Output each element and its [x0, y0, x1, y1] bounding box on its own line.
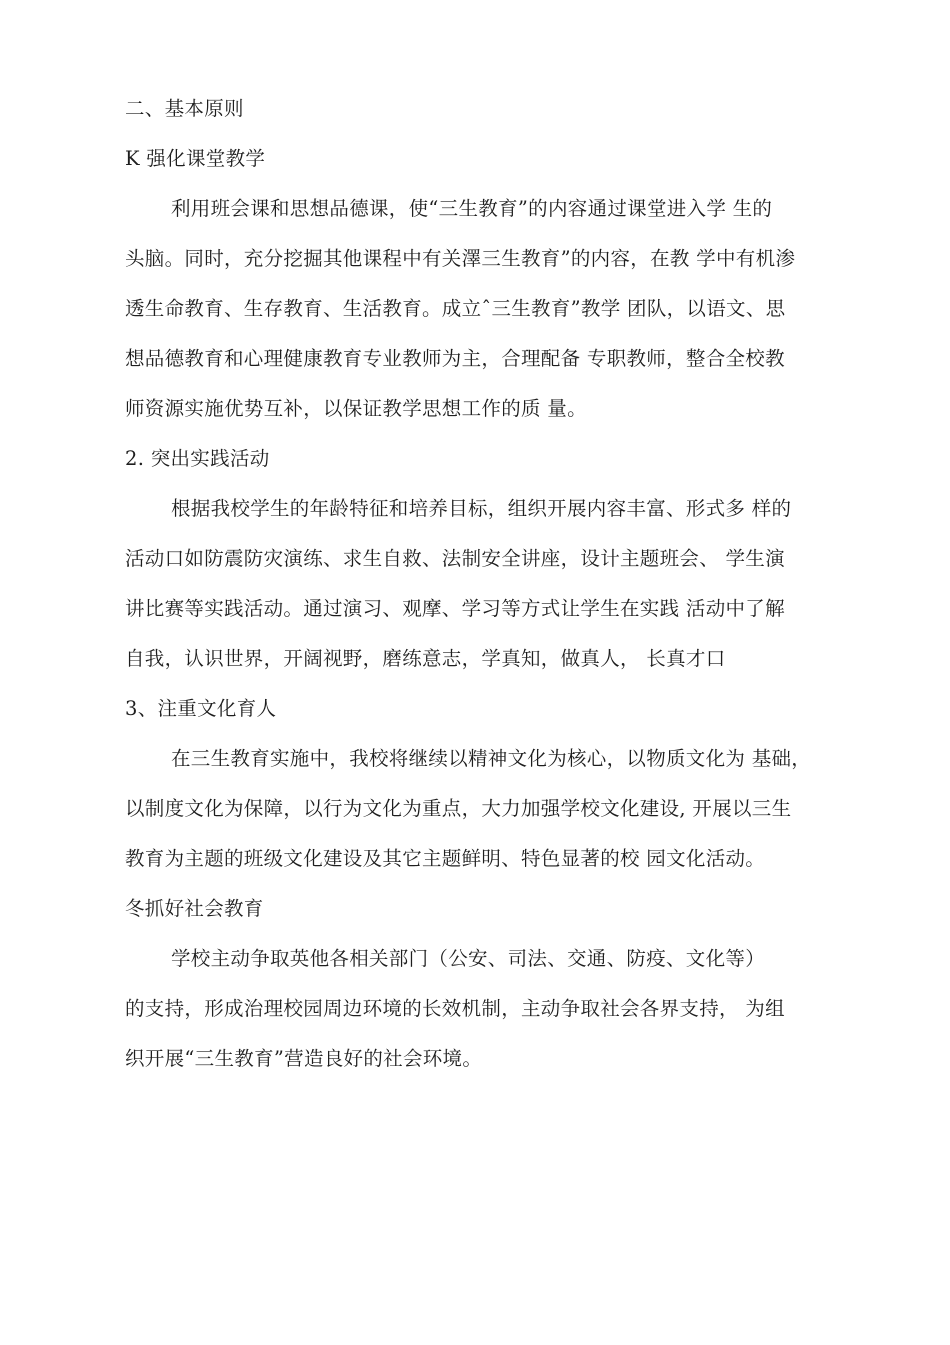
- subheading-cultural-education: 3、注重文化育人: [125, 697, 277, 720]
- paragraph-3-line-3: 教育为主题的班级文化建设及其它主题鲜明、特色显著的校 园文化活动。: [125, 847, 766, 870]
- paragraph-1-line-1: 利用班会课和思想品德课，使“三生教育”的内容通过课堂进入学 生的: [171, 197, 773, 220]
- paragraph-1-line-5: 师资源实施优势互补，以保证教学思想工作的质 量。: [125, 397, 587, 420]
- paragraph-1-line-4: 想品德教育和心理健康教育专业教师为主，合理配备 专职教师，整合全校教: [125, 347, 785, 370]
- paragraph-4-line-3: 织开展“三生教育”营造良好的社会环境。: [125, 1047, 483, 1070]
- paragraph-2-line-4: 自我，认识世界，开阔视野，磨练意志，学真知，做真人， 长真才口: [125, 647, 726, 670]
- section-heading-basic-principles: 二、基本原则: [125, 97, 244, 120]
- paragraph-1-line-2: 头脑。同时，充分挖掘其他课程中有关澤三生教育”的内容，在教 学中有机渗: [125, 247, 796, 270]
- paragraph-2-line-1: 根据我校学生的年龄特征和培养目标，组织开展内容丰富、形式多 样的: [171, 497, 792, 520]
- paragraph-3-line-1: 在三生教育实施中，我校将继续以精神文化为核心，以物质文化为 基础，: [171, 747, 812, 770]
- paragraph-4-line-1: 学校主动争取英他各相关部门（公安、司法、交通、防疫、文化等）: [171, 947, 766, 970]
- paragraph-1-line-3: 透生命教育、生存教育、生活教育。成立ˆ三生教育”教学 团队，以语文、思: [125, 297, 786, 320]
- paragraph-2-line-3: 讲比赛等实践活动。通过演习、观摩、学习等方式让学生在实践 活动中了解: [125, 597, 785, 620]
- paragraph-4-line-2: 的支持，形成治理校园周边环境的长效机制，主动争取社会各界支持， 为组: [125, 997, 785, 1020]
- paragraph-2-line-2: 活动口如防震防灾演练、求生自救、法制安全讲座，设计主题班会、 学生演: [125, 547, 785, 570]
- paragraph-3-line-2: 以制度文化为保障，以行为文化为重点，大力加强学校文化建设, 开展以三生: [125, 797, 792, 820]
- subheading-practice-activities: 2. 突出实践活动: [125, 447, 270, 470]
- subheading-social-education: 冬抓好社会教育: [125, 897, 264, 920]
- subheading-classroom-teaching: K 强化课堂教学: [125, 147, 266, 170]
